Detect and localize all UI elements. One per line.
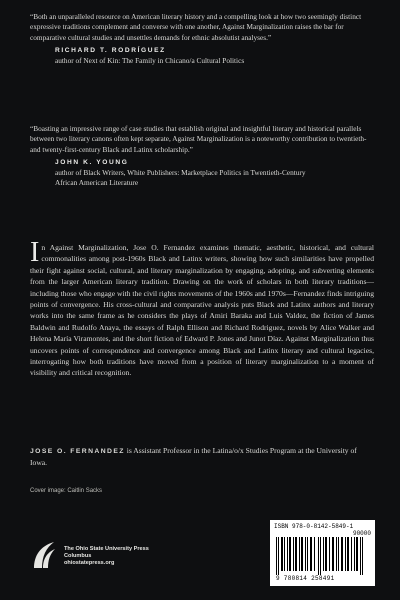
blurb-author-name: RICHARD T. RODRÍGUEZ bbox=[55, 46, 166, 54]
blurb-2 bbox=[30, 124, 374, 189]
blurb-1 bbox=[30, 12, 374, 66]
press-city: Columbus bbox=[64, 553, 92, 560]
cover-credit: Cover image: Caitlin Sacks bbox=[30, 488, 103, 494]
press-name: The Ohio State University Press bbox=[64, 546, 149, 552]
barcode-box bbox=[270, 520, 375, 586]
blurb-author-credit: author of Black Writers, White Publishers: Marketplace Politics in Twentieth-Century bbox=[55, 168, 306, 178]
blurb-quote: “Both an unparalleled resource on American literary history and a compelling look at how two seemingly distinct expressive traditions complement and converse with one another, Against Marginalization raises the bar for comparative cultural studies and unsettles demands for ethnic absolutist analyses.” bbox=[30, 12, 362, 42]
description-text: n Against Marginalization, Jose O. Fernandez examines thematic, aesthetic, historical, and cultural commonalities among post-1960s Black and Latinx writers, showing how such similarities have propelled their fight against social, cultural, and literary marginalization by engaging, adopting, and subverting elements from the larger American literary tradition. Drawing on the work of scholars in both literary traditions—including those who engage with the civil rights movements of the 1960s and 1970s—Fernandez finds intriguing points of convergence. His cross-cultural and comparative analysis puts Black and Latinx authors and literary works into the same frame as he considers the plays of Amiri Baraka and Luis Valdez, the fiction of James Baldwin and Rudolfo Anaya, the essays of Ralph Ellison and Richard Rodriguez, novels by Alice Walker and Helena María Viramontes, and the short fiction of Edward P. Jones and Junot Díaz. Against Marginalization thus uncovers points of correspondence and convergence among Black and Latinx literary and cultural legacies, interrogating how both traditions have moved from a position of literary marginalization to a moment of visibility and critical recognition. bbox=[30, 243, 374, 378]
price-code: 90000 bbox=[352, 530, 371, 537]
blurb-quote: “Boasting an impressive range of case studies that establish original and insightful literary and historical parallels between two literary canons often kept separate, Against Marginalization is a noteworthy contribution to twentieth- and twenty-first-century Black and Latinx scholarship.” bbox=[30, 124, 367, 154]
author-name: JOSE O. FERNANDEZ bbox=[30, 448, 125, 455]
blurb-author-credit-cont: African American Literature bbox=[55, 178, 139, 188]
press-logo-icon bbox=[30, 540, 58, 570]
author-bio-text: is Assistant Professor in the Latina/o/x Studies Program at the University of Iowa. bbox=[30, 446, 357, 467]
drop-cap: I bbox=[30, 237, 40, 268]
blurb-author-credit: author of Next of Kin: The Family in Chicano/a Cultural Politics bbox=[55, 56, 245, 66]
press-info bbox=[64, 546, 149, 568]
book-description bbox=[30, 237, 374, 379]
press-website: ohiostatepress.org bbox=[64, 560, 115, 567]
author-bio bbox=[30, 445, 374, 468]
barcode-icon bbox=[274, 537, 371, 575]
isbn-text: ISBN 978-0-8142-5849-1 bbox=[274, 523, 354, 530]
barcode-digits: 9 780814 258491 bbox=[276, 575, 335, 582]
blurb-author-name: JOHN K. YOUNG bbox=[55, 158, 129, 166]
